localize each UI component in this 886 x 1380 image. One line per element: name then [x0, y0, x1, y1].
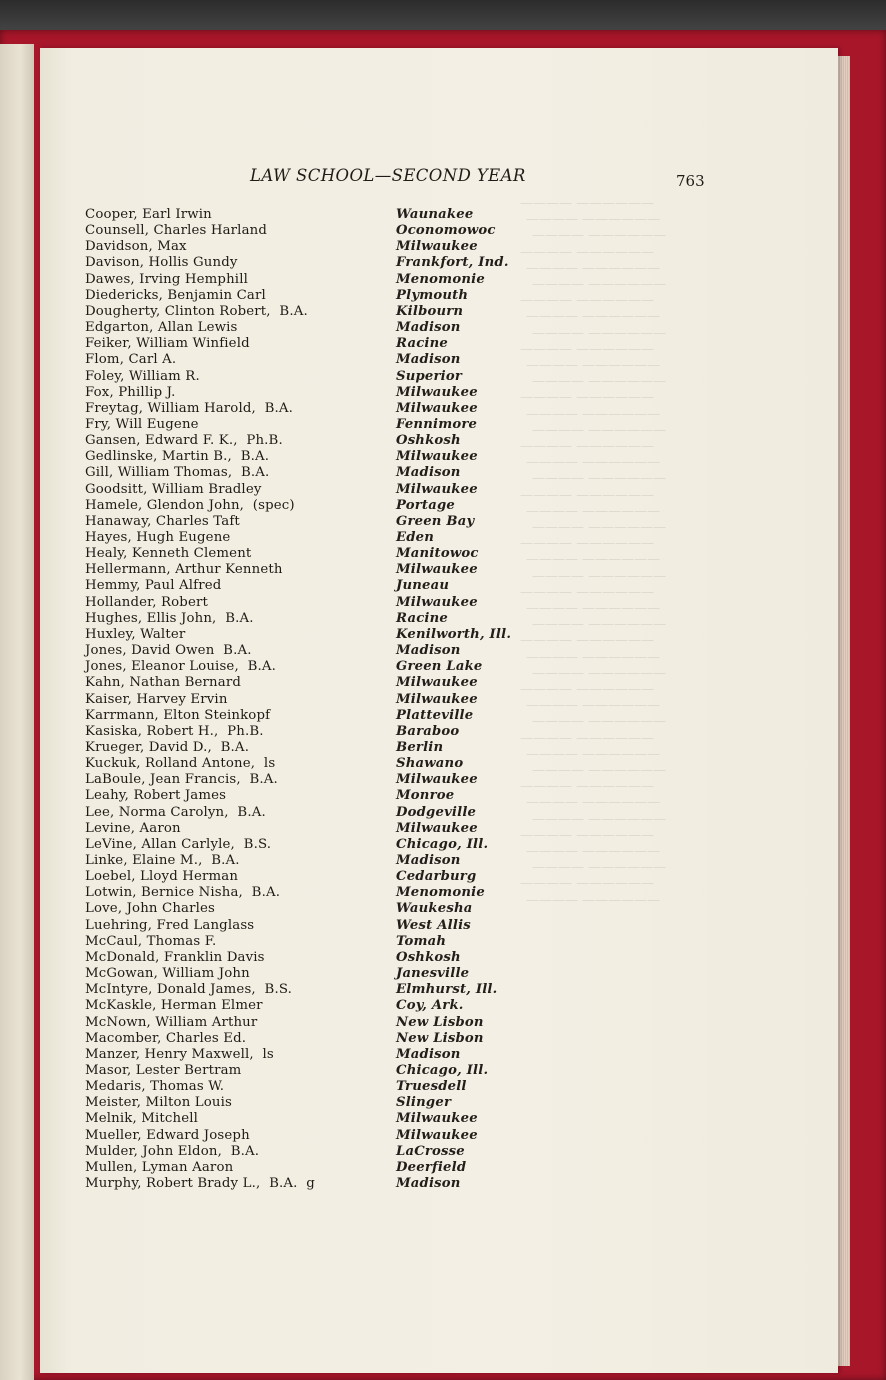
student-name: Loebel, Lloyd Herman: [85, 869, 239, 885]
hometown: Elmhurst, Ill.: [396, 982, 498, 998]
student-name: Levine, Aaron: [85, 820, 181, 836]
student-name: Kasiska, Robert H., Ph.B.: [85, 723, 264, 739]
hometown: Eden: [396, 530, 435, 545]
hometown: Milwaukee: [396, 691, 478, 707]
student-name: McKaskle, Herman Elmer: [85, 998, 263, 1014]
student-name: LeVine, Allan Carlyle, B.S.: [85, 836, 272, 852]
student-name: McNown, William Arthur: [85, 1014, 258, 1030]
list-item: [0, 918, 886, 934]
list-item: [0, 837, 886, 853]
hometown: Kilbourn: [396, 303, 464, 319]
hometown: Waunakee: [396, 207, 474, 222]
list-item: [0, 788, 886, 804]
list-item: [0, 692, 886, 708]
list-item: [0, 998, 886, 1014]
hometown: Milwaukee: [396, 675, 478, 691]
list-item: [0, 336, 886, 352]
student-name: Masor, Lester Bertram: [85, 1062, 242, 1078]
hometown: Cedarburg: [396, 869, 477, 885]
hometown: Monroe: [396, 788, 455, 804]
hometown: Madison: [396, 1176, 461, 1191]
list-item: [0, 1015, 886, 1031]
student-name: Goodsitt, William Bradley: [85, 481, 262, 497]
student-name: Hanaway, Charles Taft: [85, 513, 240, 529]
list-item: [0, 352, 886, 368]
hometown: West Allis: [396, 917, 471, 933]
hometown: Milwaukee: [396, 400, 478, 416]
student-name: Lotwin, Bernice Nisha, B.A.: [85, 885, 281, 901]
student-name: Mulder, John Eldon, B.A.: [85, 1143, 260, 1159]
hometown: Frankfort, Ind.: [396, 255, 509, 271]
student-name: Gill, William Thomas, B.A.: [85, 465, 270, 481]
list-item: [0, 223, 886, 239]
student-name: Kahn, Nathan Bernard: [85, 675, 241, 691]
list-item: [0, 950, 886, 966]
hometown: Plymouth: [396, 287, 469, 303]
student-name: Hemmy, Paul Alfred: [85, 578, 222, 594]
list-item: [0, 1176, 886, 1192]
student-name: Freytag, William Harold, B.A.: [85, 400, 294, 416]
student-name: Davison, Hollis Gundy: [85, 255, 238, 271]
student-name: Lee, Norma Carolyn, B.A.: [85, 804, 266, 820]
hometown: Platteville: [396, 707, 474, 723]
running-head: LAW SCHOOL—SECOND YEAR: [250, 166, 526, 185]
hometown: Madison: [396, 643, 461, 659]
list-item: [0, 934, 886, 950]
list-item: [0, 659, 886, 675]
student-name: McDonald, Franklin Davis: [85, 949, 265, 965]
hometown: Milwaukee: [396, 481, 478, 497]
hometown: Tomah: [396, 933, 447, 949]
list-item: [0, 239, 886, 255]
list-item: [0, 627, 886, 643]
hometown: New Lisbon: [396, 1014, 484, 1030]
list-item: [0, 417, 886, 433]
student-name: Flom, Carl A.: [85, 352, 177, 368]
list-item: [0, 675, 886, 691]
hometown: Milwaukee: [396, 820, 478, 836]
hometown: Waukesha: [396, 901, 473, 917]
student-name: Jones, Eleanor Louise, B.A.: [85, 659, 277, 675]
list-item: [0, 643, 886, 659]
list-item: [0, 288, 886, 304]
student-name: Cooper, Earl Irwin: [85, 207, 212, 222]
list-item: [0, 901, 886, 917]
list-item: [0, 530, 886, 546]
hometown: Juneau: [396, 578, 450, 594]
student-name: Meister, Milton Louis: [85, 1095, 233, 1111]
list-item: [0, 1079, 886, 1095]
student-name: Hughes, Ellis John, B.A.: [85, 610, 254, 626]
student-name: LaBoule, Jean Francis, B.A.: [85, 772, 278, 788]
student-name: Fry, Will Eugene: [85, 416, 199, 432]
student-name: Mullen, Lyman Aaron: [85, 1159, 234, 1175]
hometown: Shawano: [396, 756, 464, 772]
list-item: [0, 595, 886, 611]
student-name: Luehring, Fred Langlass: [85, 917, 255, 933]
hometown: Berlin: [396, 739, 444, 755]
hometown: Milwaukee: [396, 772, 478, 788]
hometown: Coy, Ark.: [396, 998, 464, 1014]
hometown: Milwaukee: [396, 384, 478, 400]
student-name: Edgarton, Allan Lewis: [85, 320, 238, 336]
hometown: Menomonie: [396, 885, 485, 901]
list-item: [0, 385, 886, 401]
list-item: [0, 805, 886, 821]
list-item: [0, 1160, 886, 1176]
hometown: Madison: [396, 320, 461, 336]
student-name: Counsell, Charles Harland: [85, 223, 268, 239]
hometown: Green Bay: [396, 513, 475, 529]
student-name: Foley, William R.: [85, 368, 200, 384]
list-item: [0, 724, 886, 740]
student-name: Hamele, Glendon John, (spec): [85, 497, 295, 513]
student-name: Karrmann, Elton Steinkopf: [85, 707, 271, 723]
student-name: Macomber, Charles Ed.: [85, 1030, 247, 1046]
list-item: [0, 1111, 886, 1127]
student-name: Healy, Kenneth Clement: [85, 546, 252, 562]
hometown: Milwaukee: [396, 594, 478, 610]
hometown: Oshkosh: [396, 949, 461, 965]
list-item: [0, 304, 886, 320]
student-name: Linke, Elaine M., B.A.: [85, 853, 240, 868]
hometown: Green Lake: [396, 659, 483, 675]
list-item: [0, 821, 886, 837]
student-name: Fox, Phillip J.: [85, 384, 176, 400]
list-item: [0, 449, 886, 465]
hometown: Milwaukee: [396, 449, 478, 465]
hometown: Milwaukee: [396, 1127, 478, 1143]
list-item: [0, 207, 886, 223]
student-name: Murphy, Robert Brady L., B.A. g: [85, 1176, 315, 1191]
student-name: Hollander, Robert: [85, 594, 208, 610]
list-item: [0, 1063, 886, 1079]
list-item: [0, 708, 886, 724]
student-name: Kaiser, Harvey Ervin: [85, 691, 228, 707]
list-item: [0, 401, 886, 417]
student-name: Dougherty, Clinton Robert, B.A.: [85, 303, 308, 319]
list-item: [0, 885, 886, 901]
hometown: Chicago, Ill.: [396, 836, 489, 852]
list-item: [0, 578, 886, 594]
hometown: Superior: [396, 368, 463, 384]
hometown: Madison: [396, 1046, 461, 1062]
student-name: Medaris, Thomas W.: [85, 1079, 225, 1095]
list-item: [0, 272, 886, 288]
student-name: Davidson, Max: [85, 239, 187, 255]
list-item: [0, 1047, 886, 1063]
list-item: [0, 562, 886, 578]
student-name: Krueger, David D., B.A.: [85, 739, 250, 755]
hometown: Truesdell: [396, 1079, 467, 1095]
list-item: [0, 433, 886, 449]
student-name: Gansen, Edward F. K., Ph.B.: [85, 433, 283, 449]
hometown: Baraboo: [396, 723, 460, 739]
list-item: [0, 853, 886, 869]
hometown: Oconomowoc: [396, 223, 496, 239]
student-name: Mueller, Edward Joseph: [85, 1127, 250, 1143]
list-item: [0, 756, 886, 772]
list-item: [0, 465, 886, 481]
page-number: 763: [676, 172, 705, 190]
list-item: [0, 966, 886, 982]
list-item: [0, 611, 886, 627]
hometown: Madison: [396, 352, 461, 368]
list-item: [0, 320, 886, 336]
list-item: [0, 482, 886, 498]
hometown: Milwaukee: [396, 239, 478, 255]
list-item: [0, 255, 886, 271]
list-item: [0, 498, 886, 514]
student-name: McGowan, William John: [85, 966, 250, 982]
hometown: Madison: [396, 853, 461, 868]
list-item: [0, 369, 886, 385]
student-name: Diedericks, Benjamin Carl: [85, 287, 266, 303]
hometown: Dodgeville: [396, 804, 477, 820]
student-name: Feiker, William Winfield: [85, 336, 250, 352]
student-name: Manzer, Henry Maxwell, ls: [85, 1046, 274, 1062]
hometown: New Lisbon: [396, 1030, 484, 1046]
student-name: McCaul, Thomas F.: [85, 933, 217, 949]
hometown: Milwaukee: [396, 1111, 478, 1127]
hometown: Racine: [396, 610, 449, 626]
list-item: [0, 740, 886, 756]
hometown: Janesville: [396, 966, 470, 982]
hometown: Deerfield: [396, 1159, 467, 1175]
student-name: Love, John Charles: [85, 901, 216, 917]
hometown: Menomonie: [396, 271, 485, 287]
student-name: Kuckuk, Rolland Antone, ls: [85, 756, 276, 772]
student-name: Melnik, Mitchell: [85, 1111, 199, 1127]
student-name: Hayes, Hugh Eugene: [85, 530, 231, 545]
list-item: [0, 1031, 886, 1047]
hometown: Portage: [396, 497, 455, 513]
list-item: [0, 1144, 886, 1160]
hometown: Fennimore: [396, 416, 478, 432]
student-name: Leahy, Robert James: [85, 788, 227, 804]
hometown: Kenilworth, Ill.: [396, 626, 512, 642]
list-item: [0, 1095, 886, 1111]
student-name: Hellermann, Arthur Kenneth: [85, 562, 283, 578]
hometown: LaCrosse: [396, 1143, 465, 1159]
hometown: Madison: [396, 465, 461, 481]
hometown: Racine: [396, 336, 449, 352]
list-item: [0, 546, 886, 562]
list-item: [0, 514, 886, 530]
hometown: Manitowoc: [396, 546, 479, 562]
student-name: McIntyre, Donald James, B.S.: [85, 982, 293, 998]
hometown: Chicago, Ill.: [396, 1062, 489, 1078]
list-item: [0, 1128, 886, 1144]
student-name: Gedlinske, Martin B., B.A.: [85, 449, 270, 465]
student-name: Huxley, Walter: [85, 626, 186, 642]
hometown: Oshkosh: [396, 433, 461, 449]
list-item: [0, 982, 886, 998]
hometown: Slinger: [396, 1095, 452, 1111]
student-name: Jones, David Owen B.A.: [85, 643, 252, 659]
hometown: Milwaukee: [396, 562, 478, 578]
list-item: [0, 869, 886, 885]
student-name: Dawes, Irving Hemphill: [85, 271, 248, 287]
list-item: [0, 772, 886, 788]
